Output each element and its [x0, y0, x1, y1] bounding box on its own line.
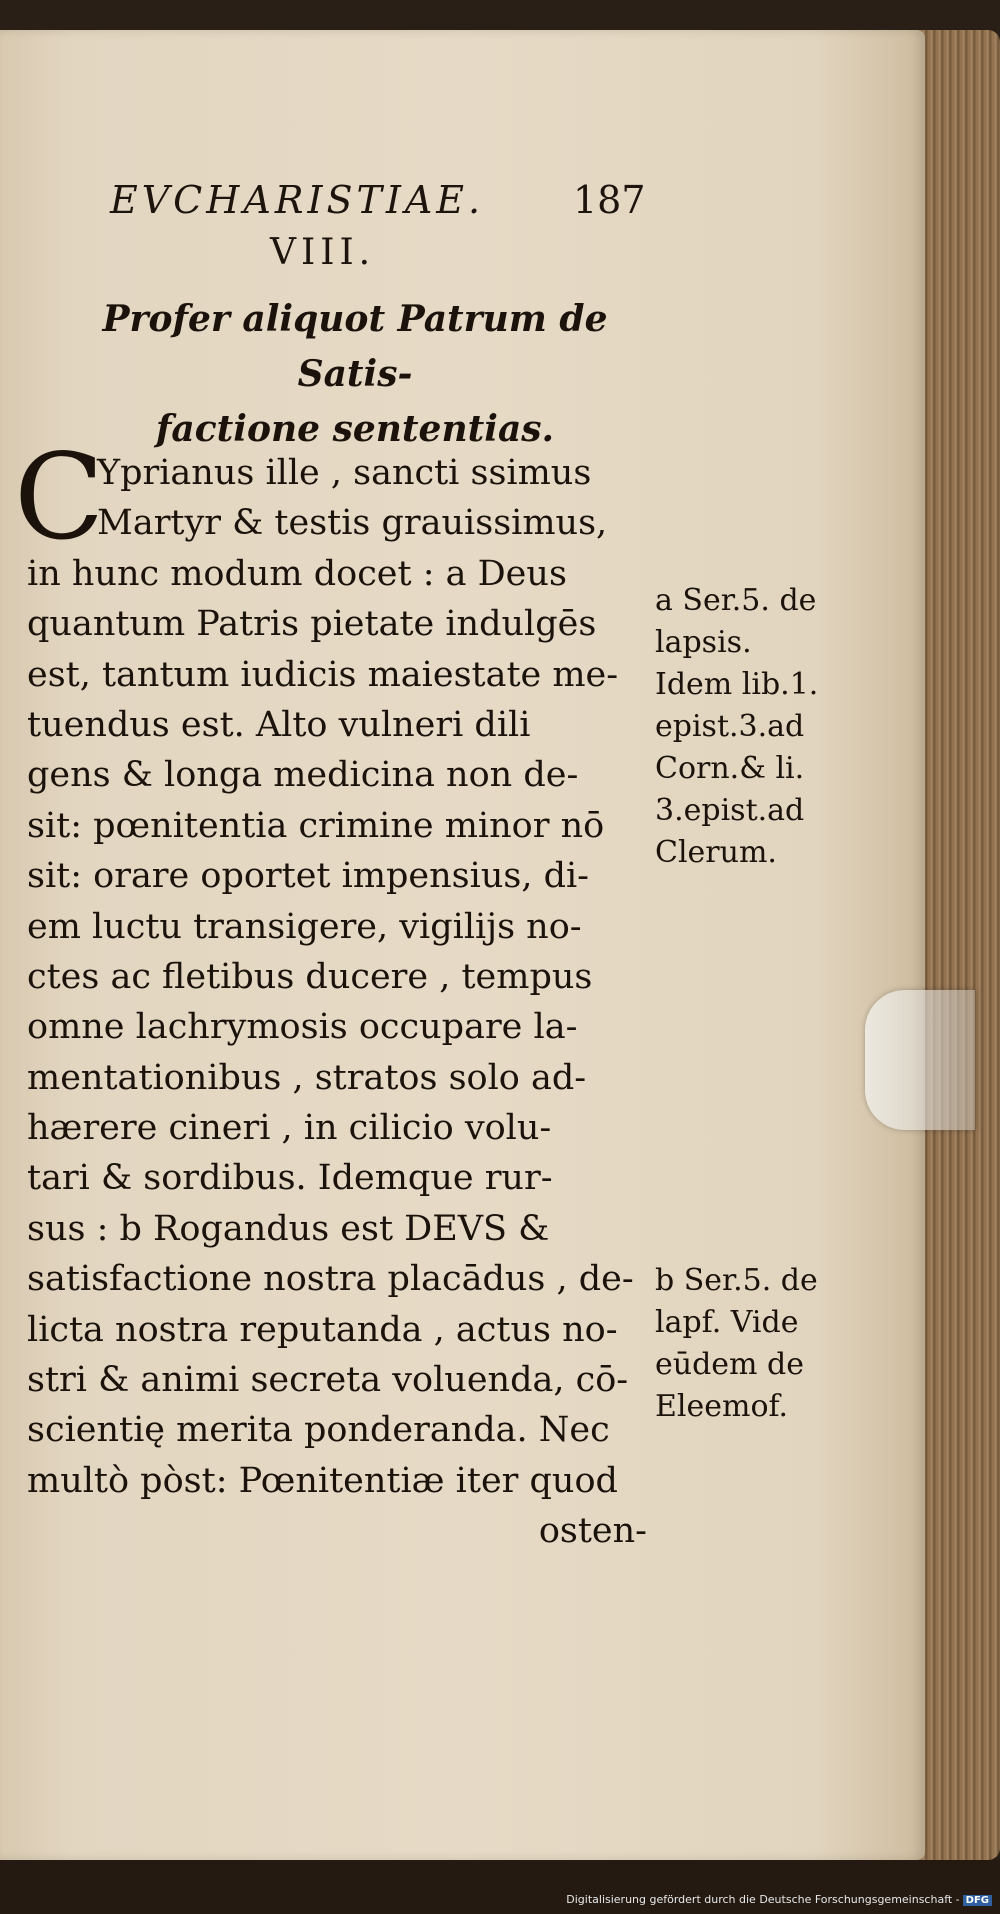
- text-line: Martyr & testis grauissimus,: [97, 503, 608, 544]
- body-text: [27, 448, 647, 1557]
- text-line: sus : b Rogandus est DEVS &: [27, 1208, 550, 1249]
- catchword: osten-: [538, 1511, 647, 1552]
- note-line: Corn.& li.: [655, 751, 805, 786]
- text-line: mentationibus , stratos solo ad-: [27, 1057, 587, 1098]
- running-head: EVCHARISTIAE.: [110, 178, 485, 222]
- section-title: [70, 292, 640, 457]
- text-line: em luctu transigere, vigilijs no-: [27, 906, 582, 947]
- text-line: hærere cineri , in cilicio volu-: [27, 1108, 552, 1149]
- section-number: VIII.: [270, 232, 376, 273]
- page-header: [0, 178, 700, 228]
- title-line: factione sententias.: [155, 408, 555, 450]
- note-line: Clerum.: [655, 835, 777, 870]
- note-line: lapf. Vide: [655, 1305, 799, 1340]
- margin-note-b: [655, 1260, 818, 1428]
- note-line: 3.epist.ad: [655, 793, 805, 828]
- text-line: multò pòst: Pœnitentiæ iter quod: [27, 1460, 618, 1501]
- note-line: b Ser.5. de: [655, 1263, 818, 1298]
- note-line: a Ser.5. de: [655, 583, 817, 618]
- page-clip: [865, 990, 975, 1130]
- text-line: omne lachrymosis occupare la-: [27, 1007, 578, 1048]
- text-line: quantum Patris pietate indulgēs: [27, 604, 597, 645]
- note-line: eūdem de: [655, 1347, 804, 1382]
- text-line: sit: pœnitentia crimine minor nō: [27, 805, 605, 846]
- page-number: 187: [573, 178, 646, 222]
- text-line: stri & animi secreta voluenda, cō-: [27, 1360, 629, 1401]
- text-line: tuendus est. Alto vulneri dili: [27, 704, 531, 745]
- credit-text: Digitalisierung gefördert durch die Deutsche Forschungsgemeinschaft -: [566, 1893, 960, 1906]
- note-line: Eleemof.: [655, 1389, 789, 1424]
- title-line: Profer aliquot Patrum de Satis-: [102, 298, 608, 395]
- margin-note-a: [655, 580, 818, 874]
- text-line: licta nostra reputanda , actus no-: [27, 1309, 618, 1350]
- text-line: satisfactione nostra placādus , de-: [27, 1259, 634, 1300]
- note-line: Idem lib.1.: [655, 667, 819, 702]
- drop-cap: C: [14, 428, 105, 566]
- text-line: est, tantum iudicis maiestate me-: [27, 654, 619, 695]
- text-line: Yprianus ille , sancti ssimus: [97, 453, 592, 493]
- dfg-logo: DFG: [963, 1895, 992, 1906]
- text-line: in hunc modum docet : a Deus: [27, 553, 567, 594]
- text-line: gens & longa medicina non de-: [27, 755, 579, 796]
- text-line: scientię merita ponderanda. Nec: [27, 1410, 610, 1451]
- note-line: epist.3.ad: [655, 709, 805, 744]
- text-line: sit: orare oportet impensius, di-: [27, 856, 589, 897]
- digitization-credit: [566, 1893, 992, 1906]
- text-line: tari & sordibus. Idemque rur-: [27, 1158, 553, 1199]
- note-line: lapsis.: [655, 625, 752, 660]
- text-line: ctes ac fletibus ducere , tempus: [27, 956, 593, 997]
